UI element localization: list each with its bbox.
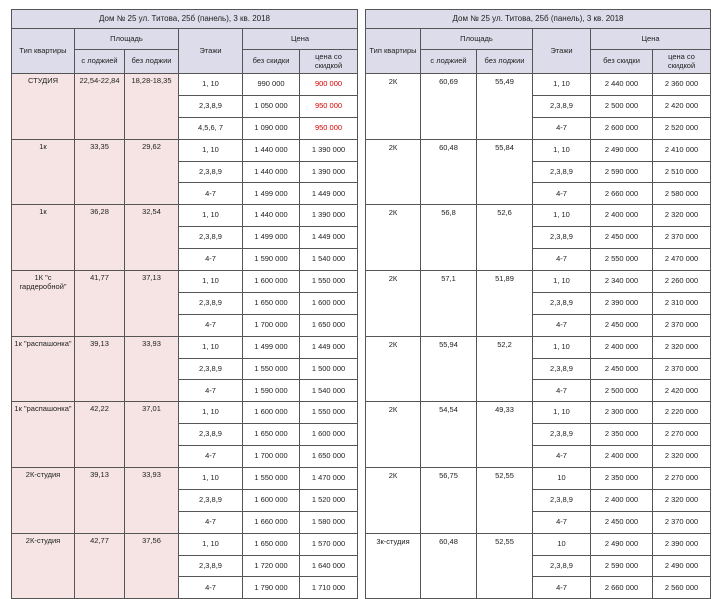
price-cell: 2 400 000 [591, 446, 653, 468]
apartment-type-cell: 2К [366, 402, 421, 468]
price-cell: 2 400 000 [591, 489, 653, 511]
price-cell: 1 590 000 [243, 380, 300, 402]
floors-cell: 1, 10 [533, 336, 591, 358]
area-without-loggia-cell: 32,54 [125, 205, 179, 271]
area-with-loggia-cell: 60,69 [421, 74, 477, 140]
price-cell: 2 350 000 [591, 468, 653, 490]
price-cell: 2 400 000 [591, 205, 653, 227]
discount-price-cell: 1 449 000 [300, 183, 358, 205]
area-with-loggia-cell: 56,75 [421, 468, 477, 534]
price-cell: 1 499 000 [243, 336, 300, 358]
floors-cell: 2,3,8,9 [179, 424, 243, 446]
floors-cell: 4-7 [533, 249, 591, 271]
floors-cell: 2,3,8,9 [533, 555, 591, 577]
area-without-loggia-cell: 52,2 [477, 336, 533, 402]
price-cell: 2 450 000 [591, 358, 653, 380]
price-cell: 2 390 000 [591, 292, 653, 314]
price-cell: 990 000 [243, 74, 300, 96]
area-with-loggia-cell: 36,28 [75, 205, 125, 271]
apartment-type-cell: 2К [366, 336, 421, 402]
header-price-discount: цена со скидкой [653, 50, 711, 74]
floors-cell: 10 [533, 533, 591, 555]
table-row [366, 74, 711, 96]
area-without-loggia-cell: 33,93 [125, 468, 179, 534]
table-row [366, 402, 711, 424]
table-row [366, 205, 711, 227]
floors-cell: 10 [533, 468, 591, 490]
header-area-with-loggia: с лоджией [75, 50, 125, 74]
discount-price-cell: 2 390 000 [653, 533, 711, 555]
price-cell: 1 600 000 [243, 402, 300, 424]
area-with-loggia-cell: 60,48 [421, 533, 477, 599]
floors-cell: 4-7 [179, 314, 243, 336]
floors-cell: 4-7 [533, 511, 591, 533]
floors-cell: 2,3,8,9 [179, 227, 243, 249]
floors-cell: 1, 10 [179, 402, 243, 424]
floors-cell: 4-7 [179, 511, 243, 533]
price-cell: 1 590 000 [243, 249, 300, 271]
table-row [366, 271, 711, 293]
discount-price-cell: 2 560 000 [653, 577, 711, 599]
table-row [366, 139, 711, 161]
header-floors: Этажи [533, 29, 591, 74]
floors-cell: 1, 10 [179, 533, 243, 555]
header-price: Цена [243, 29, 358, 50]
table-row [366, 533, 711, 555]
floors-cell: 1, 10 [533, 205, 591, 227]
apartment-type-cell: 2К [366, 74, 421, 140]
header-price-no-discount: без скидки [243, 50, 300, 74]
header-area-without-loggia: без лоджии [125, 50, 179, 74]
discount-price-cell: 1 449 000 [300, 227, 358, 249]
price-cell: 2 490 000 [591, 533, 653, 555]
discount-price-cell: 950 000 [300, 95, 358, 117]
discount-price-cell: 2 370 000 [653, 358, 711, 380]
area-without-loggia-cell: 37,01 [125, 402, 179, 468]
price-cell: 1 720 000 [243, 555, 300, 577]
table-row [366, 336, 711, 358]
header-apartment-type: Тип квартиры [366, 29, 421, 74]
price-cell: 1 600 000 [243, 271, 300, 293]
area-with-loggia-cell: 39,13 [75, 468, 125, 534]
apartment-type-cell: 2К [366, 205, 421, 271]
price-cell: 1 600 000 [243, 489, 300, 511]
table-row [12, 271, 358, 293]
floors-cell: 1, 10 [533, 271, 591, 293]
area-without-loggia-cell: 55,49 [477, 74, 533, 140]
apartment-type-cell: 2К [366, 139, 421, 205]
floors-cell: 4-7 [533, 380, 591, 402]
discount-price-cell: 2 320 000 [653, 489, 711, 511]
floors-cell: 4-7 [533, 446, 591, 468]
floors-cell: 1, 10 [179, 205, 243, 227]
table-row [12, 468, 358, 490]
area-with-loggia-cell: 42,22 [75, 402, 125, 468]
discount-price-cell: 1 390 000 [300, 205, 358, 227]
table-row [12, 139, 358, 161]
discount-price-cell: 2 420 000 [653, 95, 711, 117]
area-with-loggia-cell: 57,1 [421, 271, 477, 337]
header-apartment-type: Тип квартиры [12, 29, 75, 74]
discount-price-cell: 2 410 000 [653, 139, 711, 161]
area-without-loggia-cell: 29,62 [125, 139, 179, 205]
floors-cell: 4-7 [179, 183, 243, 205]
price-cell: 2 400 000 [591, 336, 653, 358]
price-cell: 1 440 000 [243, 161, 300, 183]
apartment-type-cell: 1к [12, 139, 75, 205]
table-row [12, 533, 358, 555]
discount-price-cell: 950 000 [300, 117, 358, 139]
table-row [12, 74, 358, 96]
area-with-loggia-cell: 41,77 [75, 271, 125, 337]
area-without-loggia-cell: 33,93 [125, 336, 179, 402]
header-price: Цена [591, 29, 711, 50]
price-cell: 2 350 000 [591, 424, 653, 446]
floors-cell: 1, 10 [533, 74, 591, 96]
table-row [366, 468, 711, 490]
discount-price-cell: 2 420 000 [653, 380, 711, 402]
discount-price-cell: 2 310 000 [653, 292, 711, 314]
price-cell: 1 440 000 [243, 139, 300, 161]
floors-cell: 4-7 [179, 380, 243, 402]
floors-cell: 4-7 [533, 314, 591, 336]
price-cell: 1 440 000 [243, 205, 300, 227]
price-cell: 1 650 000 [243, 292, 300, 314]
price-cell: 2 450 000 [591, 314, 653, 336]
floors-cell: 2,3,8,9 [533, 292, 591, 314]
discount-price-cell: 1 520 000 [300, 489, 358, 511]
area-with-loggia-cell: 55,94 [421, 336, 477, 402]
table-body-left [12, 74, 358, 599]
discount-price-cell: 2 320 000 [653, 205, 711, 227]
price-cell: 1 050 000 [243, 95, 300, 117]
discount-price-cell: 1 550 000 [300, 402, 358, 424]
area-without-loggia-cell: 18,28-18,35 [125, 74, 179, 140]
price-cell: 2 600 000 [591, 117, 653, 139]
discount-price-cell: 1 570 000 [300, 533, 358, 555]
apartment-type-cell: 1к "распашонка" [12, 402, 75, 468]
floors-cell: 1, 10 [179, 139, 243, 161]
price-cell: 1 550 000 [243, 358, 300, 380]
apartment-type-cell: 2К-студия [12, 468, 75, 534]
area-with-loggia-cell: 22,54-22,84 [75, 74, 125, 140]
floors-cell: 2,3,8,9 [533, 358, 591, 380]
discount-price-cell: 2 220 000 [653, 402, 711, 424]
area-with-loggia-cell: 54,54 [421, 402, 477, 468]
apartment-type-cell: 1к "распашонка" [12, 336, 75, 402]
floors-cell: 1, 10 [179, 336, 243, 358]
table-row [12, 336, 358, 358]
area-with-loggia-cell: 39,13 [75, 336, 125, 402]
discount-price-cell: 1 640 000 [300, 555, 358, 577]
price-cell: 2 440 000 [591, 74, 653, 96]
price-cell: 1 090 000 [243, 117, 300, 139]
area-without-loggia-cell: 49,33 [477, 402, 533, 468]
area-without-loggia-cell: 52,55 [477, 468, 533, 534]
price-cell: 2 660 000 [591, 183, 653, 205]
floors-cell: 4,5,6, 7 [179, 117, 243, 139]
discount-price-cell: 2 470 000 [653, 249, 711, 271]
area-without-loggia-cell: 52,6 [477, 205, 533, 271]
table-row [12, 402, 358, 424]
price-table-left [11, 9, 358, 599]
floors-cell: 4-7 [179, 577, 243, 599]
floors-cell: 1, 10 [179, 271, 243, 293]
floors-cell: 2,3,8,9 [179, 555, 243, 577]
discount-price-cell: 1 550 000 [300, 271, 358, 293]
discount-price-cell: 1 650 000 [300, 446, 358, 468]
discount-price-cell: 1 470 000 [300, 468, 358, 490]
area-with-loggia-cell: 60,48 [421, 139, 477, 205]
price-cell: 1 650 000 [243, 533, 300, 555]
floors-cell: 4-7 [179, 446, 243, 468]
floors-cell: 4-7 [179, 249, 243, 271]
area-without-loggia-cell: 55,84 [477, 139, 533, 205]
discount-price-cell: 1 580 000 [300, 511, 358, 533]
header-area-without-loggia: без лоджии [477, 50, 533, 74]
discount-price-cell: 2 490 000 [653, 555, 711, 577]
discount-price-cell: 2 260 000 [653, 271, 711, 293]
discount-price-cell: 1 650 000 [300, 314, 358, 336]
price-cell: 2 340 000 [591, 271, 653, 293]
price-cell: 1 550 000 [243, 468, 300, 490]
discount-price-cell: 2 320 000 [653, 446, 711, 468]
floors-cell: 1, 10 [179, 74, 243, 96]
table-body-right [366, 74, 711, 599]
price-cell: 2 490 000 [591, 139, 653, 161]
apartment-type-cell: 2К [366, 468, 421, 534]
header-price-discount: цена со скидкой [300, 50, 358, 74]
area-with-loggia-cell: 42,77 [75, 533, 125, 599]
floors-cell: 2,3,8,9 [533, 161, 591, 183]
header-area: Площадь [75, 29, 179, 50]
floors-cell: 2,3,8,9 [533, 424, 591, 446]
price-cell: 1 700 000 [243, 314, 300, 336]
price-cell: 2 500 000 [591, 380, 653, 402]
apartment-type-cell: СТУДИЯ [12, 74, 75, 140]
floors-cell: 2,3,8,9 [179, 358, 243, 380]
price-cell: 1 700 000 [243, 446, 300, 468]
discount-price-cell: 1 540 000 [300, 380, 358, 402]
discount-price-cell: 1 449 000 [300, 336, 358, 358]
price-cell: 1 790 000 [243, 577, 300, 599]
floors-cell: 2,3,8,9 [179, 95, 243, 117]
floors-cell: 4-7 [533, 183, 591, 205]
discount-price-cell: 1 710 000 [300, 577, 358, 599]
apartment-type-cell: 2К [366, 271, 421, 337]
discount-price-cell: 2 270 000 [653, 424, 711, 446]
apartment-type-cell: 3к-студия [366, 533, 421, 599]
discount-price-cell: 1 540 000 [300, 249, 358, 271]
floors-cell: 1, 10 [533, 402, 591, 424]
area-without-loggia-cell: 37,13 [125, 271, 179, 337]
floors-cell: 2,3,8,9 [179, 161, 243, 183]
price-cell: 2 500 000 [591, 95, 653, 117]
discount-price-cell: 2 370 000 [653, 227, 711, 249]
floors-cell: 2,3,8,9 [179, 292, 243, 314]
discount-price-cell: 1 500 000 [300, 358, 358, 380]
floors-cell: 2,3,8,9 [533, 95, 591, 117]
price-cell: 2 590 000 [591, 161, 653, 183]
discount-price-cell: 2 270 000 [653, 468, 711, 490]
floors-cell: 4-7 [533, 577, 591, 599]
table-title: Дом № 25 ул. Титова, 25б (панель), 3 кв. 2018 [12, 10, 358, 29]
area-with-loggia-cell: 33,35 [75, 139, 125, 205]
discount-price-cell: 2 510 000 [653, 161, 711, 183]
discount-price-cell: 1 390 000 [300, 139, 358, 161]
header-area-with-loggia: с лоджией [421, 50, 477, 74]
apartment-type-cell: 2К-студия [12, 533, 75, 599]
discount-price-cell: 2 370 000 [653, 511, 711, 533]
discount-price-cell: 2 320 000 [653, 336, 711, 358]
price-cell: 2 450 000 [591, 227, 653, 249]
price-table-right [365, 9, 711, 599]
table-title: Дом № 25 ул. Титова, 25б (панель), 3 кв. 2018 [366, 10, 711, 29]
discount-price-cell: 1 600 000 [300, 292, 358, 314]
price-cell: 2 450 000 [591, 511, 653, 533]
price-cell: 1 650 000 [243, 424, 300, 446]
header-price-no-discount: без скидки [591, 50, 653, 74]
price-cell: 2 590 000 [591, 555, 653, 577]
discount-price-cell: 1 600 000 [300, 424, 358, 446]
floors-cell: 2,3,8,9 [533, 489, 591, 511]
floors-cell: 1, 10 [179, 468, 243, 490]
price-cell: 1 660 000 [243, 511, 300, 533]
table-row [12, 205, 358, 227]
area-without-loggia-cell: 52,55 [477, 533, 533, 599]
discount-price-cell: 1 390 000 [300, 161, 358, 183]
header-area: Площадь [421, 29, 533, 50]
floors-cell: 2,3,8,9 [179, 489, 243, 511]
header-floors: Этажи [179, 29, 243, 74]
discount-price-cell: 2 520 000 [653, 117, 711, 139]
discount-price-cell: 2 360 000 [653, 74, 711, 96]
price-cell: 2 300 000 [591, 402, 653, 424]
apartment-type-cell: 1К "с гардеробной" [12, 271, 75, 337]
area-without-loggia-cell: 51,89 [477, 271, 533, 337]
price-cell: 1 499 000 [243, 227, 300, 249]
price-cell: 1 499 000 [243, 183, 300, 205]
area-with-loggia-cell: 56,8 [421, 205, 477, 271]
floors-cell: 1, 10 [533, 139, 591, 161]
floors-cell: 4-7 [533, 117, 591, 139]
price-cell: 2 660 000 [591, 577, 653, 599]
floors-cell: 2,3,8,9 [533, 227, 591, 249]
apartment-type-cell: 1к [12, 205, 75, 271]
price-cell: 2 550 000 [591, 249, 653, 271]
discount-price-cell: 2 580 000 [653, 183, 711, 205]
discount-price-cell: 900 000 [300, 74, 358, 96]
area-without-loggia-cell: 37,56 [125, 533, 179, 599]
discount-price-cell: 2 370 000 [653, 314, 711, 336]
